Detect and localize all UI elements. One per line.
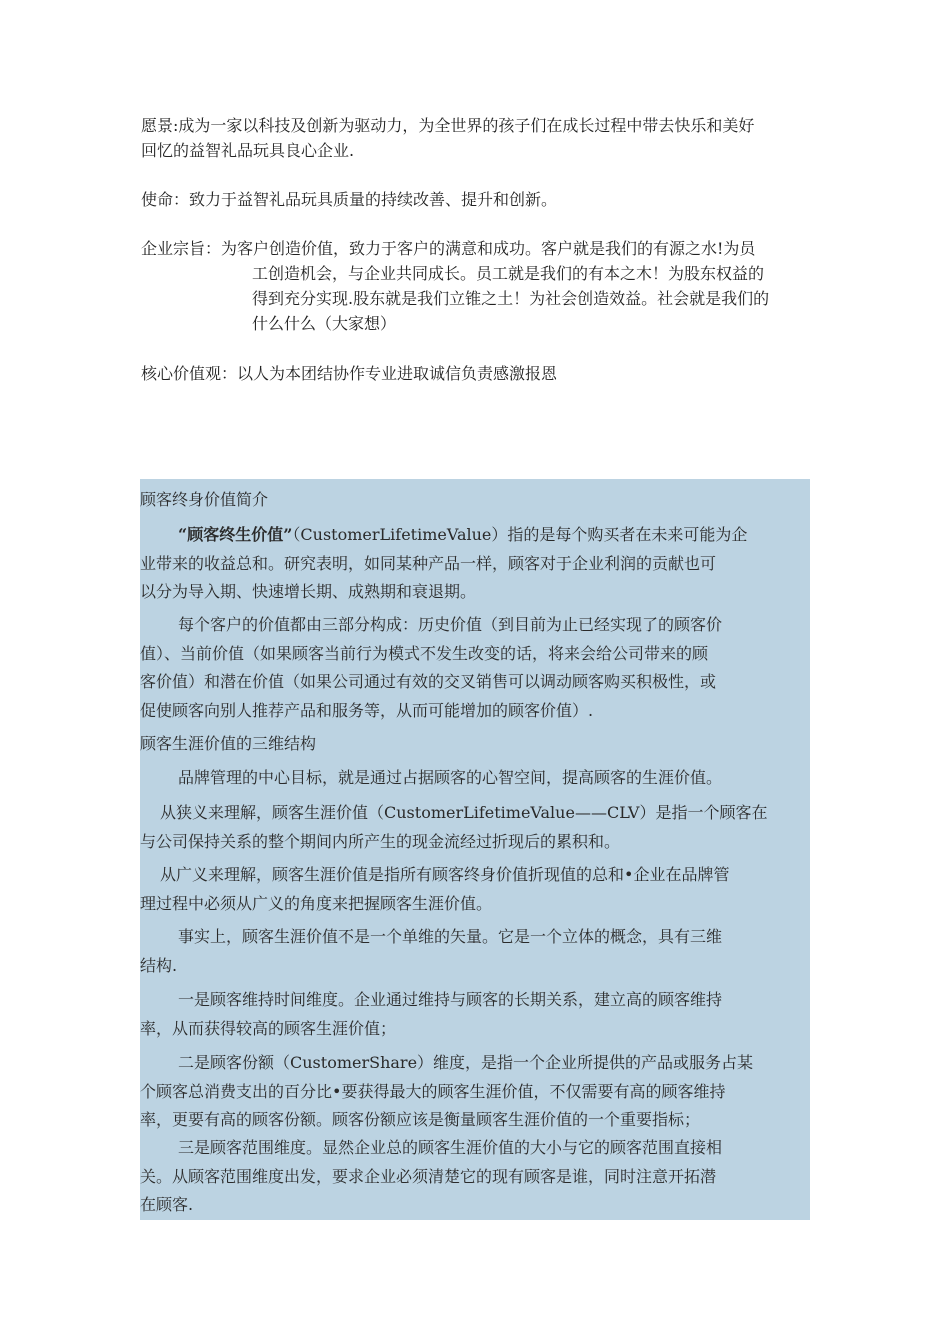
paragraph-brand-goal: 品牌管理的中心目标，就是通过占据顾客的心智空间，提高顾客的生涯价值。 [178, 768, 723, 787]
mission-paragraph: 使命：致力于益智礼品玩具质量的持续改善、提升和创新。 [141, 190, 558, 209]
retention-line-2: 率，从而获得较高的顾客生涯价值； [140, 1018, 397, 1038]
paragraph-scope-dimension [140, 1134, 810, 1220]
scope-line-1: 三是顾客范围维度。显然企业总的顾客生涯价值的大小与它的顾客范围直接相 [178, 1138, 723, 1157]
highlighted-section [140, 479, 810, 1220]
broad-definition-line-2: 理过程中必须从广义的角度来把握顾客生涯价值。 [140, 893, 493, 913]
paragraph-share-dimension [140, 1049, 810, 1135]
clv-definition-line-1: （CustomerLifetimeValue）指的是每个购买者在未来可能为企 [292, 525, 748, 544]
heading-customer-lifetime-value: 顾客终身价值简介 [140, 490, 269, 509]
vision-paragraph [141, 113, 754, 163]
scope-line-2: 关。从顾客范围维度出发，要求企业必须清楚它的现有顾客是谁，同时注意开拓潜 [140, 1166, 717, 1186]
purpose-line-3: 得到充分实现.股东就是我们立锥之土！为社会创造效益。社会就是我们的 [252, 289, 770, 308]
core-values-paragraph: 核心价值观：以人为本团结协作专业进取诚信负责感激报恩 [141, 364, 558, 383]
retention-line-1: 一是顾客维持时间维度。企业通过维持与顾客的长期关系，建立高的顾客维持 [178, 990, 723, 1009]
purpose-line-4: 什么什么（大家想） [252, 314, 397, 333]
value-components-line-1: 每个客户的价值都由三部分构成：历史价值（到目前为止已经实现了的顾客价 [178, 615, 723, 634]
broad-definition-line-1: 从广义来理解，顾客生涯价值是指所有顾客终身价值折现值的总和•企业在品牌管 [160, 865, 730, 884]
purpose-line-2: 工创造机会，与企业共同成长。员工就是我们的有本之木！为股东权益的 [252, 264, 765, 283]
concept-line-1: 事实上，顾客生涯价值不是一个单维的矢量。它是一个立体的概念，具有三维 [178, 927, 723, 946]
value-components-line-2: 值）、当前价值（如果顾客当前行为模式不发生改变的话，将来会给公司带来的顾 [140, 643, 709, 663]
value-components-line-4: 促使顾客向别人推荐产品和服务等，从而可能增加的顾客价值）. [140, 700, 594, 720]
share-line-1: 二是顾客份额（CustomerShare）维度，是指一个企业所提供的产品或服务占某 [178, 1053, 754, 1072]
paragraph-retention-dimension [140, 986, 810, 1043]
clv-quote: “顾客终生价值” [178, 525, 293, 544]
paragraph-narrow-definition [140, 799, 810, 856]
narrow-definition-line-1: 从狭义来理解，顾客生涯价值（CustomerLifetimeValue——CLV）是指一个顾客在 [160, 803, 768, 822]
paragraph-clv-definition [140, 521, 810, 607]
narrow-definition-line-2: 与公司保持关系的整个期间内所产生的现金流经过折现后的累积和。 [140, 831, 621, 851]
paragraph-broad-definition [140, 861, 810, 918]
paragraph-three-dimensional-concept [140, 923, 810, 980]
concept-line-2: 结构. [140, 955, 178, 975]
share-line-3: 率，更要有高的顾客份额。顾客份额应该是衡量顾客生涯价值的一个重要指标； [140, 1110, 701, 1129]
purpose-line-1: 企业宗旨：为客户创造价值，致力于客户的满意和成功。客户就是我们的有源之水!为员 [141, 239, 756, 258]
heading-three-dimensions: 顾客生涯价值的三维结构 [140, 734, 317, 753]
scope-line-3: 在顾客. [140, 1195, 194, 1214]
vision-line-1: 愿景:成为一家以科技及创新为驱动力，为全世界的孩子们在成长过程中带去快乐和美好 [141, 116, 755, 135]
share-line-2: 个顾客总消费支出的百分比•要获得最大的顾客生涯价值，不仅需要有高的顾客维持 [140, 1081, 726, 1101]
value-components-line-3: 客价值）和潜在价值（如果公司通过有效的交叉销售可以调动顾客购买积极性，或 [140, 672, 717, 691]
purpose-paragraph [141, 236, 769, 336]
clv-definition-line-3: 以分为导入期、快速增长期、成熟期和衰退期。 [140, 582, 477, 601]
clv-definition-line-2: 业带来的收益总和。研究表明，如同某种产品一样，顾客对于企业利润的贡献也可 [140, 553, 717, 573]
vision-line-2: 回忆的益智礼品玩具良心企业. [141, 141, 355, 160]
paragraph-value-components [140, 611, 810, 725]
